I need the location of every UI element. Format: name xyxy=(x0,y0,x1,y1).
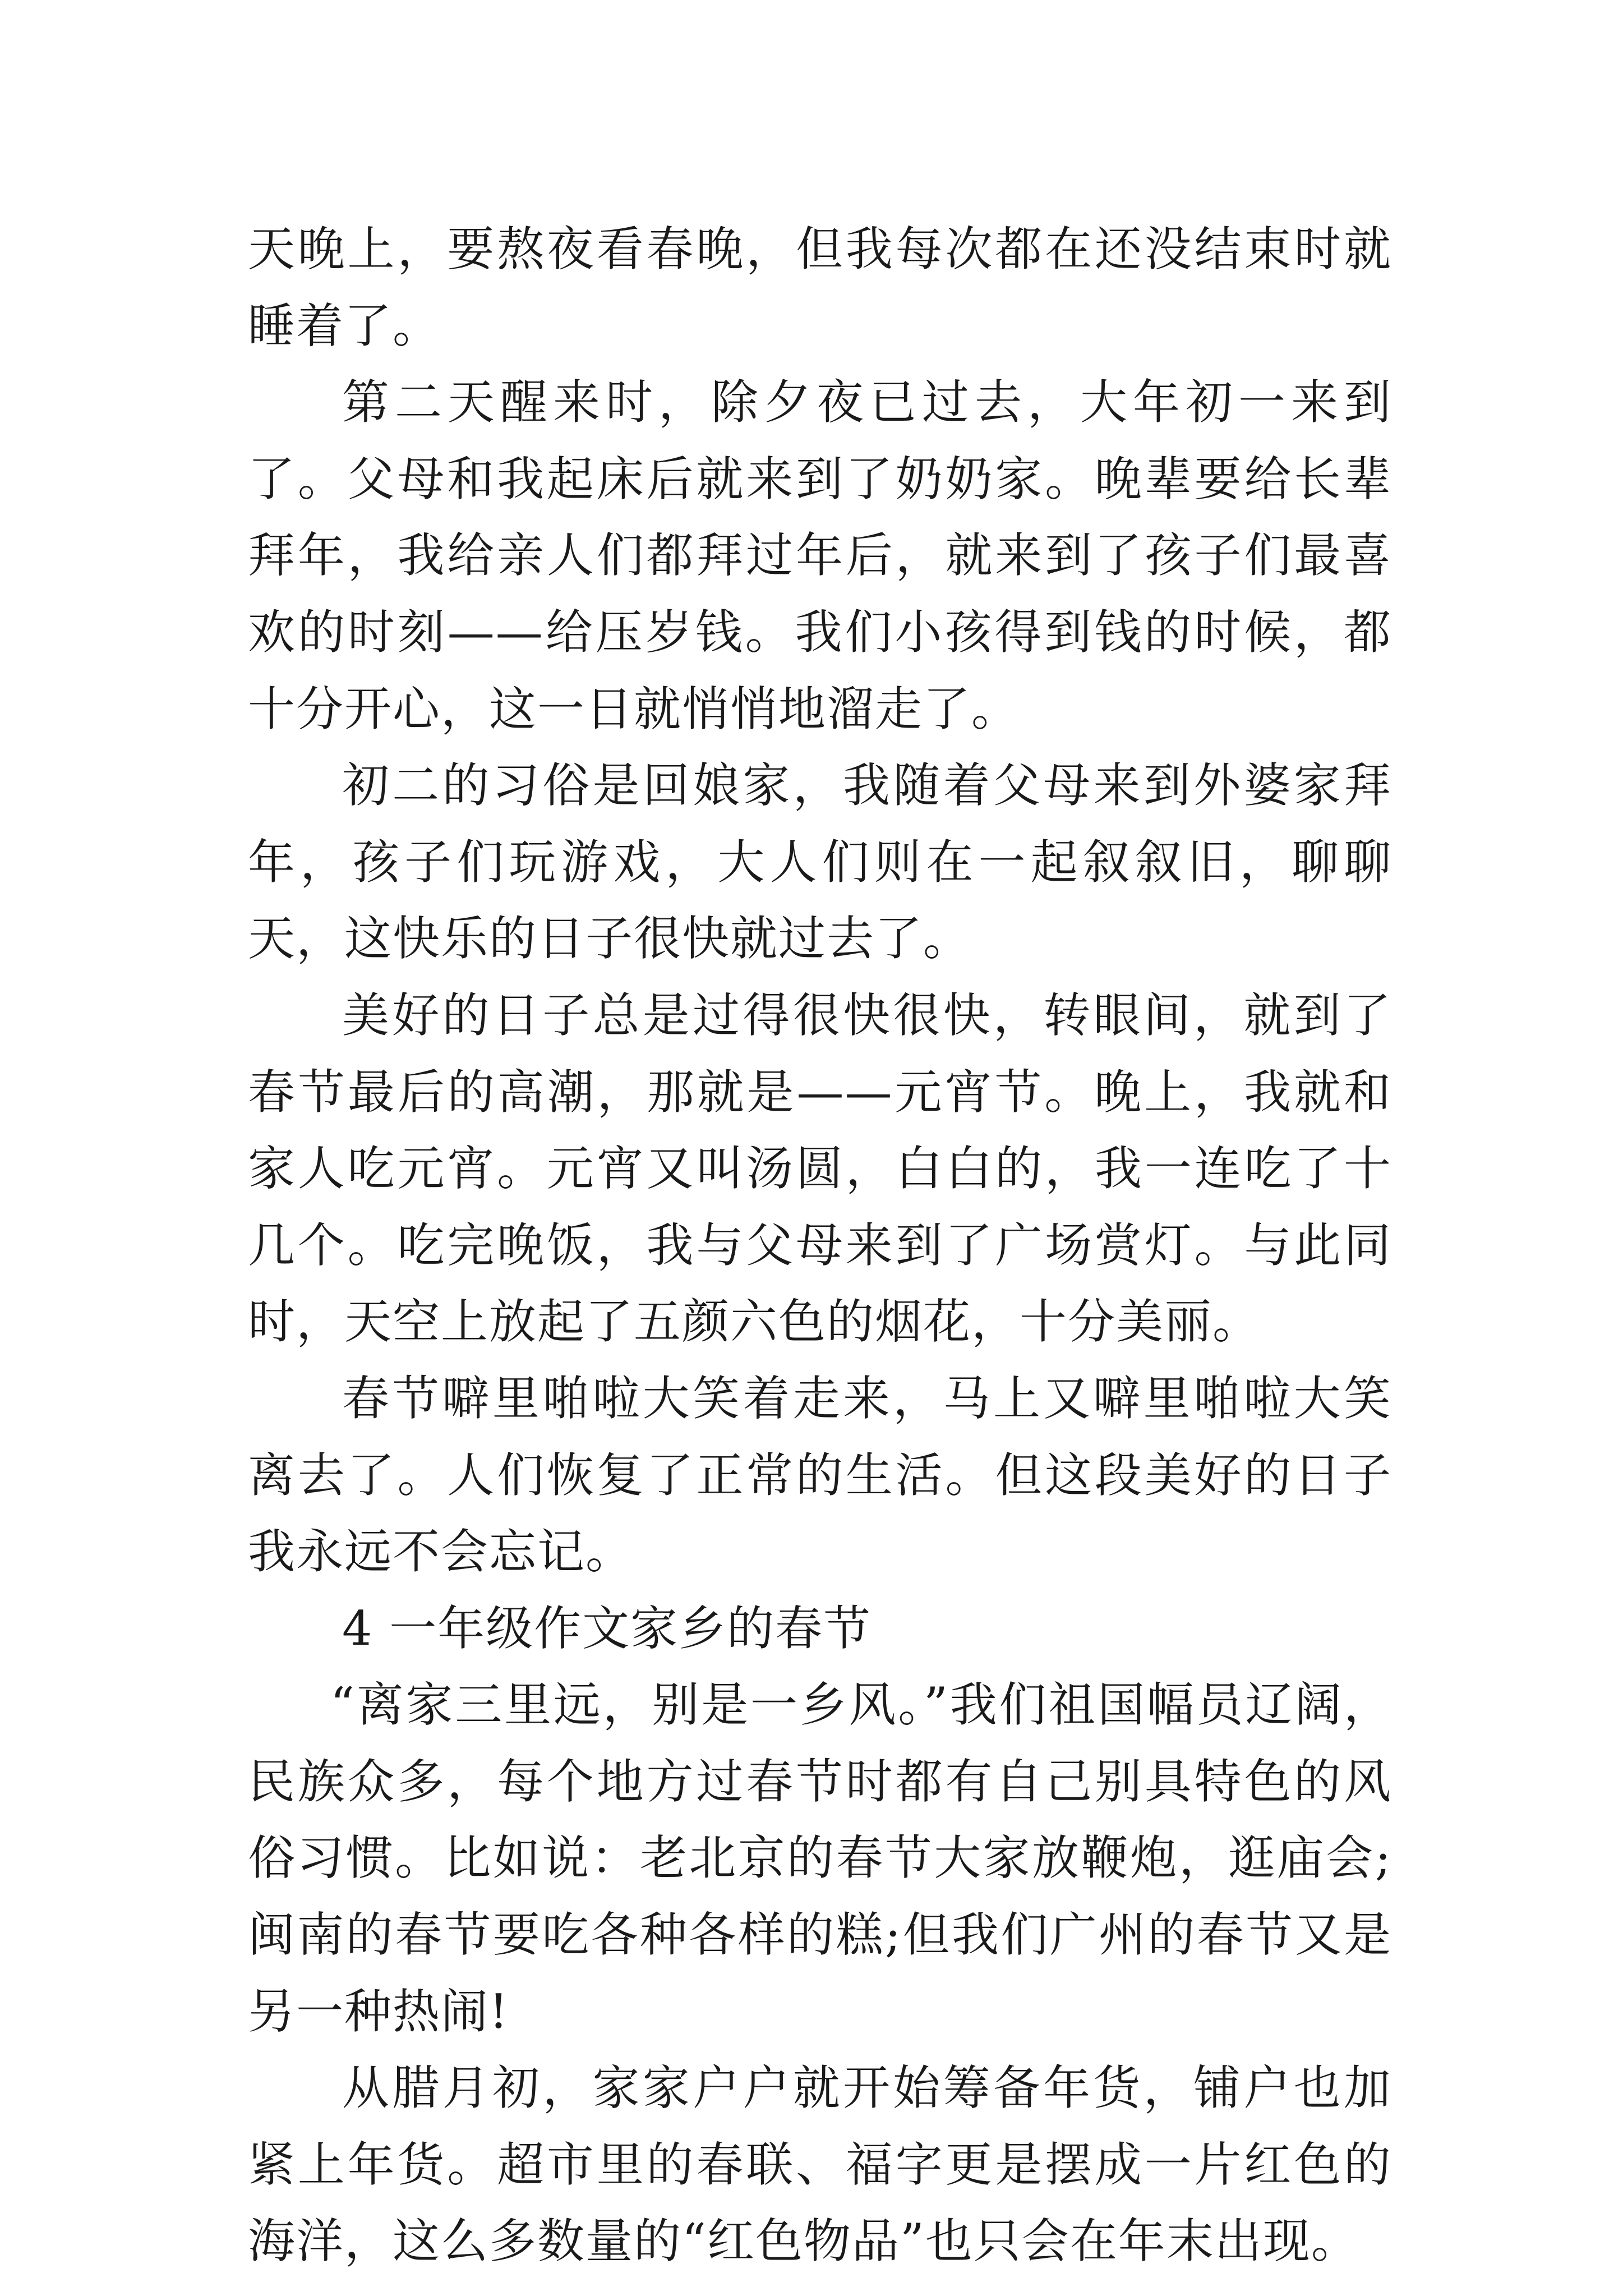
essay-heading: 4 一年级作文家乡的春节 xyxy=(342,1600,872,1656)
paragraph-lantern-festival: 美好的日子总是过得很快很快，转眼间，就到了春节最后的高潮，那就是——元宵节。晚上，我就和家人吃元宵。元宵又叫汤圆，白白的，我一连吃了十几个。吃完晚饭，我与父母来到了广场赏灯。与此同时，天空上放起了五颜六色的烟花，十分美丽。 xyxy=(248,987,1392,1350)
paragraph-new-year-day: 第二天醒来时，除夕夜已过去，大年初一来到了。父母和我起床后就来到了奶奶家。晚辈要给长辈拜年，我给亲人们都拜过年后，就来到了孩子们最喜欢的时刻——给压岁钱。我们小孩得到钱的时候，都十分开心，这一日就悄悄地溜走了。 xyxy=(248,375,1392,737)
paragraph-second-day: 初二的习俗是回娘家，我随着父母来到外婆家拜年，孩子们玩游戏，大人们则在一起叙叙旧，聊聊天，这快乐的日子很快就过去了。 xyxy=(248,758,1392,967)
paragraph-continuation: 天晚上，要熬夜看春晚，但我每次都在还没结束时就睡着了。 xyxy=(248,222,1392,353)
essay-body xyxy=(248,211,1392,2280)
paragraph-conclusion: 春节噼里啪啦大笑着走来，马上又噼里啪啦大笑离去了。人们恢复了正常的生活。但这段美好的日子我永远不会忘记。 xyxy=(248,1370,1392,1580)
paragraph-preparation: 从腊月初，家家户户就开始筹备年货，铺户也加紧上年货。超市里的春联、福字更是摆成一片红色的海洋，这么多数量的“红色物品”也只会在年末出现。 xyxy=(248,2060,1392,2269)
paragraph-customs: “离家三里远，别是一乡风。”我们祖国幅员辽阔，民族众多，每个地方过春节时都有自己别具特色的风俗习惯。比如说：老北京的春节大家放鞭炮，逛庙会;闽南的春节要吃各种各样的糕;但我们广州的春节又是另一种热闹! xyxy=(248,1677,1392,2039)
